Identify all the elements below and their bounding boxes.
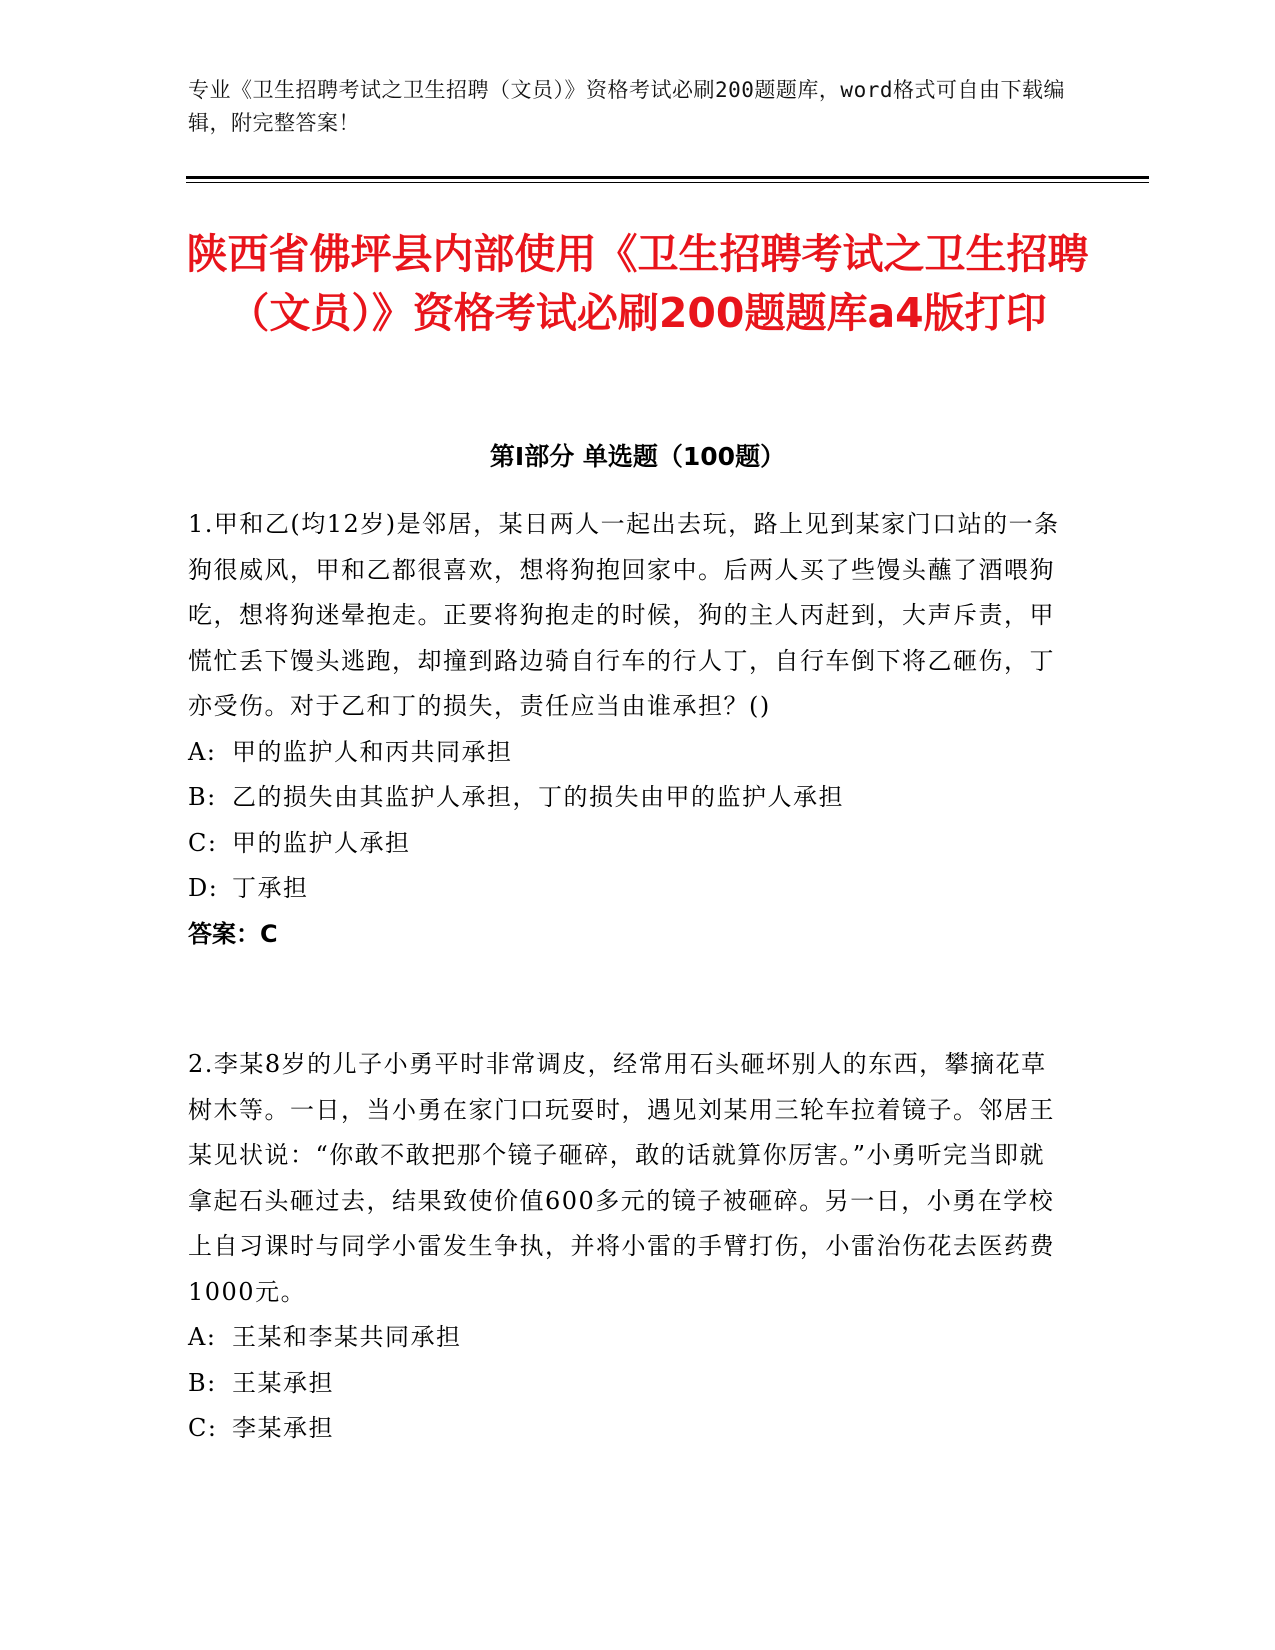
option-c <box>188 1406 1068 1452</box>
option-text: 王某承担 <box>232 1368 334 1397</box>
option-b <box>188 775 1068 821</box>
question-stem: 2.李某8岁的儿子小勇平时非常调皮，经常用石头砸坏别人的东西，攀摘花草树木等。一日，当小勇在家门口玩耍时，遇见刘某用三轮车拉着镜子。邻居王某见状说：“你敢不敢把那个镜子砸碎，敢的话就算你厉害。”小勇听完当即就拿起石头砸过去，结果致使价值600多元的镜子被砸碎。另一日，小勇在学校上自习课时与同学小雷发生争执，并将小雷的手臂打伤，小雷治伤花去医药费1000元。 <box>188 1050 1055 1306</box>
header-divider-thin <box>186 182 1149 183</box>
option-text: 王某和李某共同承担 <box>232 1323 462 1351</box>
option-key: A: <box>188 1323 217 1351</box>
document-title: 陕西省佛坪县内部使用《卫生招聘考试之卫生招聘（文员）》资格考试必刷200题题库a4版打印 <box>186 230 1089 337</box>
option-text: 甲的监护人和丙共同承担 <box>232 737 513 766</box>
option-text: 乙的损失由其监护人承担，丁的损失由甲的监护人承担 <box>232 783 844 811</box>
question-1 <box>188 502 1068 957</box>
header-divider-thick <box>186 176 1149 179</box>
option-key: B: <box>188 1368 217 1397</box>
option-key: C: <box>188 1414 218 1442</box>
answer-line: 答案：C <box>188 919 278 948</box>
option-a <box>188 1315 1068 1361</box>
option-a <box>188 730 1068 776</box>
option-key: B: <box>188 783 217 811</box>
header-note: 专业《卫生招聘考试之卫生招聘（文员）》资格考试必刷200题题库，word格式可自由下载编辑，附完整答案！ <box>188 78 1065 135</box>
question-stem: 1.甲和乙(均12岁)是邻居，某日两人一起出去玩，路上见到某家门口站的一条狗很威风，甲和乙都很喜欢，想将狗抱回家中。后两人买了些馒头蘸了酒喂狗吃，想将狗迷晕抱走。正要将狗抱走的时候，狗的主人丙赶到，大声斥责，甲慌忙丢下馒头逃跑，却撞到路边骑自行车的行人丁，自行车倒下将乙砸伤，丁亦受伤。对于乙和丁的损失，责任应当由谁承担？() <box>188 510 1060 720</box>
option-key: A: <box>188 737 217 766</box>
option-text: 甲的监护人承担 <box>232 828 411 857</box>
option-b <box>188 1361 1068 1407</box>
option-key: C: <box>188 828 218 857</box>
option-text: 丁承担 <box>232 874 309 902</box>
option-d <box>188 866 1068 912</box>
option-key: D: <box>188 874 219 902</box>
question-2 <box>188 1042 1068 1452</box>
option-c <box>188 821 1068 867</box>
section-heading: 第Ⅰ部分 单选题（100题） <box>489 442 786 471</box>
option-text: 李某承担 <box>232 1414 334 1442</box>
